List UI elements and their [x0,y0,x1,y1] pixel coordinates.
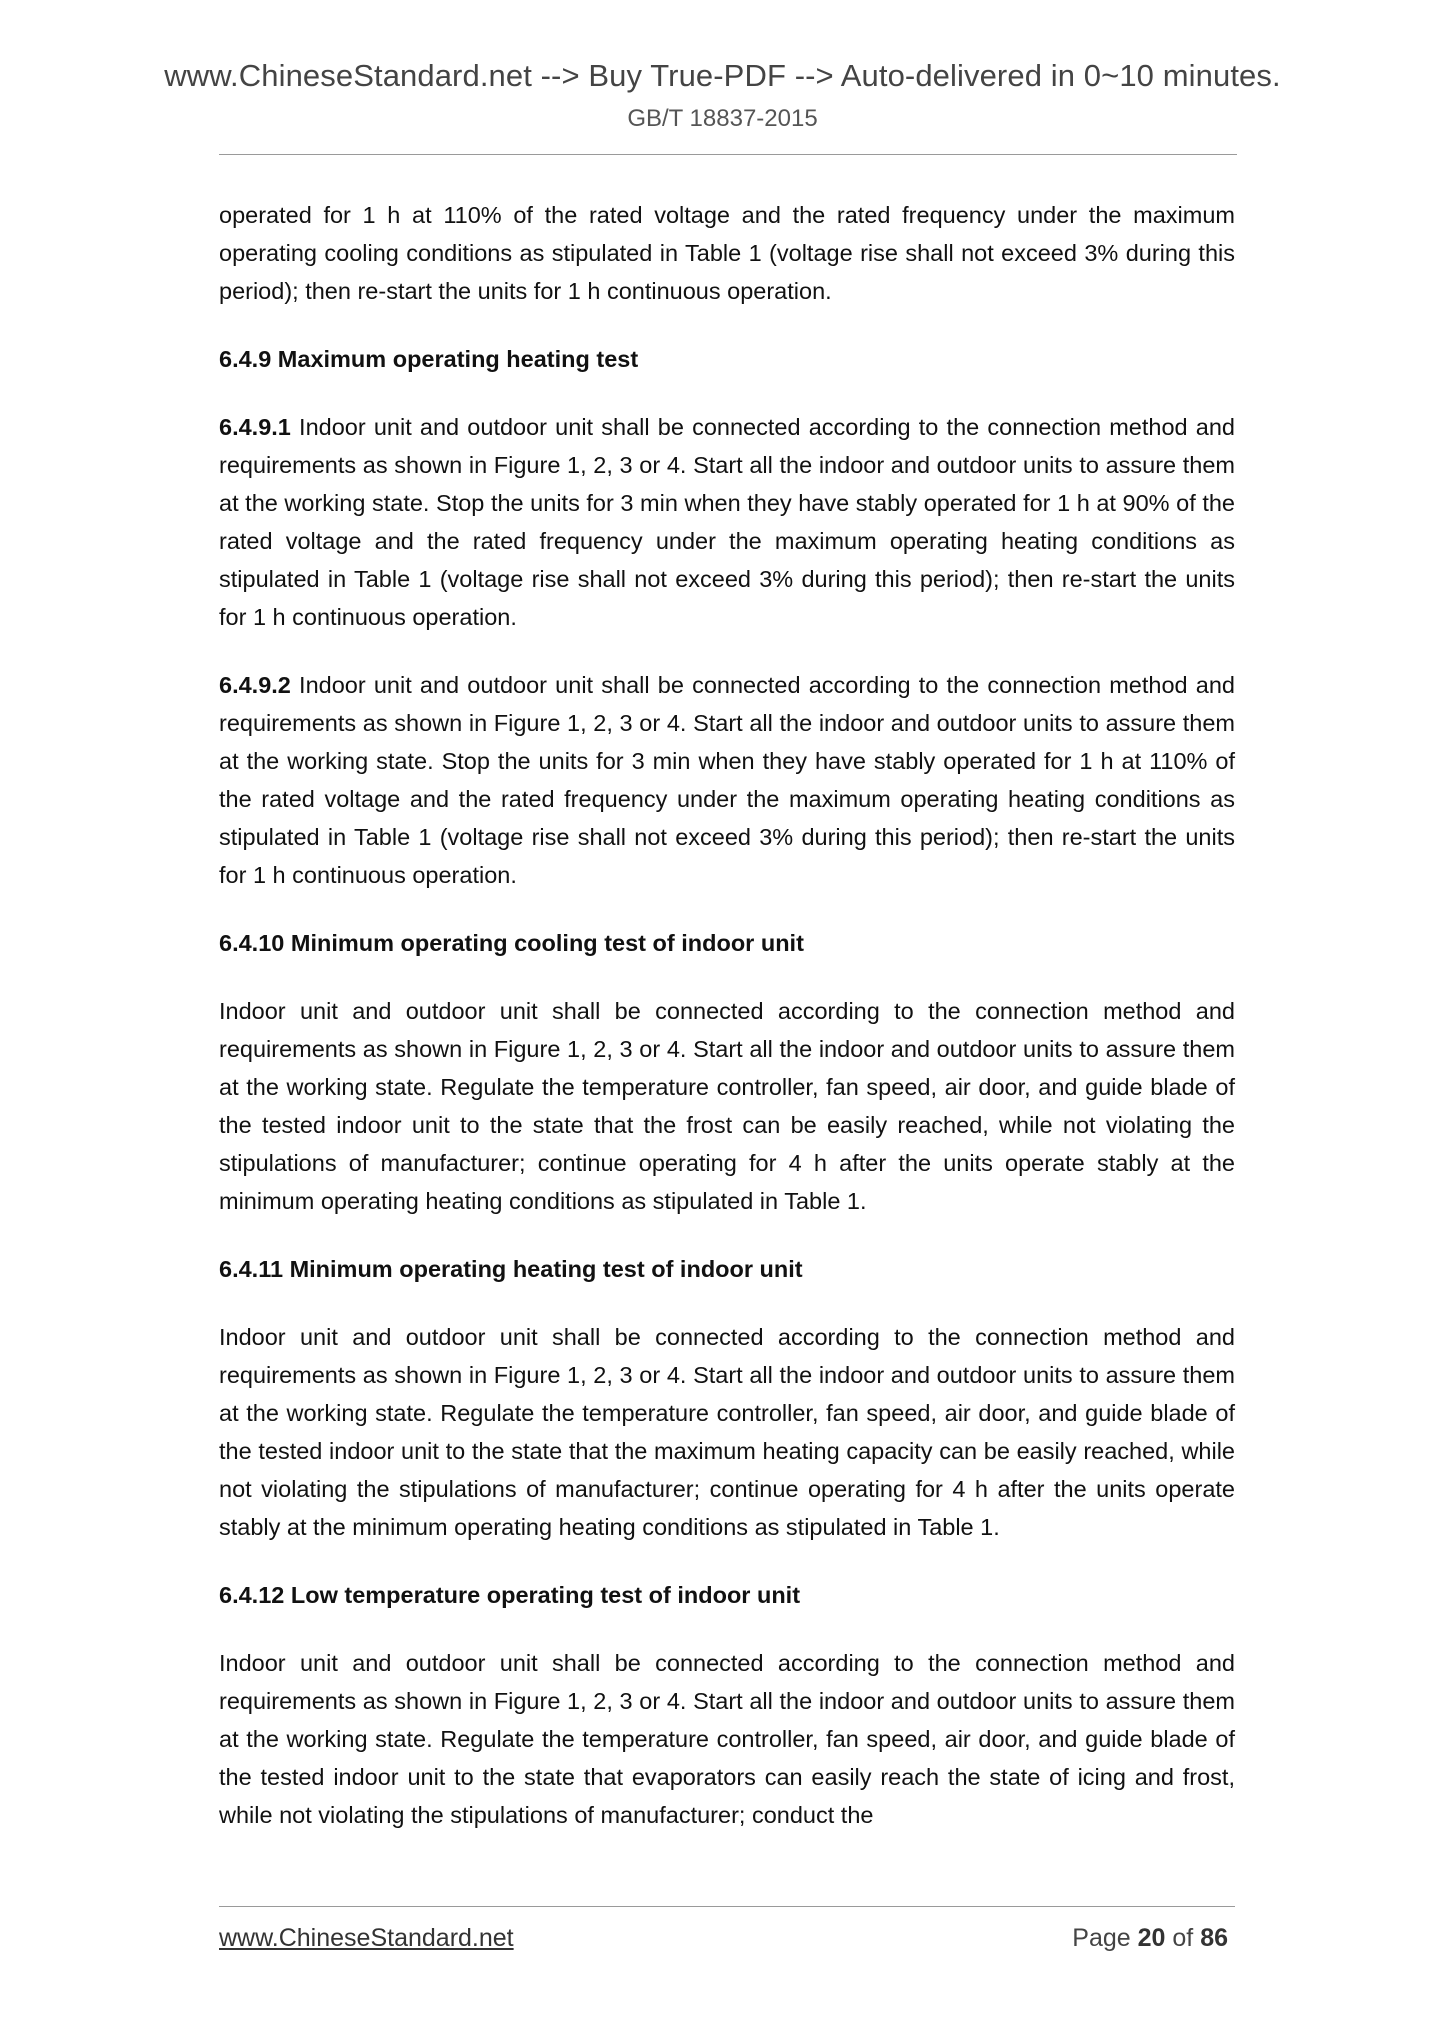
page-of: of [1165,1924,1201,1952]
clause-number: 6.4.9.2 [219,672,291,698]
standard-number: GB/T 18837-2015 [627,105,818,132]
section-heading-6-4-12: 6.4.12 Low temperature operating test of indoor unit [219,1582,801,1608]
header-divider [219,154,1237,155]
clause-text: Indoor unit and outdoor unit shall be connected according to the connection method and requirements as shown in Figure 1, 2, 3 or 4. Start all the indoor and outdoor units to assure them at the working state. Stop the units for 3 min when they have stably operated for 1 h at 90% of the rated voltage and the rated frequency under the maximum operating heating conditions as stipulated in Table 1 (voltage rise shall not exceed 3% during this period); then re-start the units for 1 h continuous operation. [219,414,1235,630]
section-heading-6-4-11: 6.4.11 Minimum operating heating test of indoor unit [219,1256,803,1282]
page-current: 20 [1137,1924,1166,1952]
page-prefix: Page [1072,1924,1138,1952]
footer-website-link[interactable]: www.ChineseStandard.net [219,1924,514,1952]
page-total: 86 [1200,1924,1228,1952]
footer-divider [219,1906,1235,1907]
document-body [219,196,1235,1834]
clause-6-4-9-2 [219,666,1235,894]
paragraph-continuation: operated for 1 h at 110% of the rated voltage and the rated frequency under the maximum operating cooling conditions as stipulated in Table 1 (voltage rise shall not exceed 3% during this period); then re-start the units for 1 h continuous operation. [219,202,1235,304]
paragraph-6-4-10: Indoor unit and outdoor unit shall be connected according to the connection method and requirements as shown in Figure 1, 2, 3 or 4. Start all the indoor and outdoor units to assure them at the working state. Regulate the temperature controller, fan speed, air door, and guide blade of the tested indoor unit to the state that the frost can be easily reached, while not violating the stipulations of manufacturer; continue operating for 4 h after the units operate stably at the minimum operating heating conditions as stipulated in Table 1. [219,998,1235,1214]
clause-text: Indoor unit and outdoor unit shall be connected according to the connection method and requirements as shown in Figure 1, 2, 3 or 4. Start all the indoor and outdoor units to assure them at the working state. Stop the units for 3 min when they have stably operated for 1 h at 110% of the rated voltage and the rated frequency under the maximum operating heating conditions as stipulated in Table 1 (voltage rise shall not exceed 3% during this period); then re-start the units for 1 h continuous operation. [219,672,1235,888]
header-banner: www.ChineseStandard.net --> Buy True-PDF --> Auto-delivered in 0~10 minutes. [164,58,1281,93]
clause-6-4-9-1 [219,408,1235,636]
page-indicator [1072,1924,1228,1953]
section-heading-6-4-10: 6.4.10 Minimum operating cooling test of indoor unit [219,930,804,956]
clause-number: 6.4.9.1 [219,414,291,440]
paragraph-6-4-12: Indoor unit and outdoor unit shall be connected according to the connection method and requirements as shown in Figure 1, 2, 3 or 4. Start all the indoor and outdoor units to assure them at the working state. Regulate the temperature controller, fan speed, air door, and guide blade of the tested indoor unit to the state that evaporators can easily reach the state of icing and frost, while not violating the stipulations of manufacturer; conduct the [219,1650,1235,1828]
section-heading-6-4-9: 6.4.9 Maximum operating heating test [219,346,639,372]
paragraph-6-4-11: Indoor unit and outdoor unit shall be connected according to the connection method and requirements as shown in Figure 1, 2, 3 or 4. Start all the indoor and outdoor units to assure them at the working state. Regulate the temperature controller, fan speed, air door, and guide blade of the tested indoor unit to the state that the maximum heating capacity can be easily reached, while not violating the stipulations of manufacturer; continue operating for 4 h after the units operate stably at the minimum operating heating conditions as stipulated in Table 1. [219,1324,1235,1540]
